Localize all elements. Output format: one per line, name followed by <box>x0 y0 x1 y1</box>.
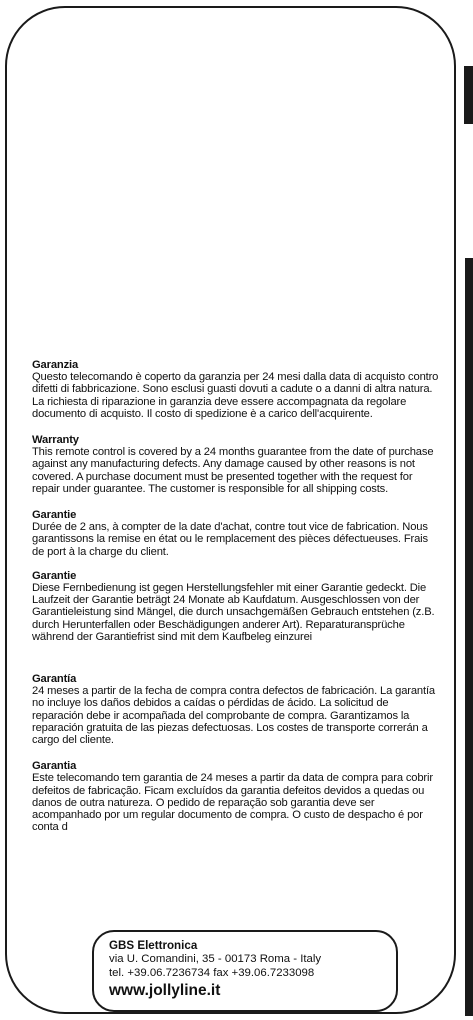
company-address: via U. Comandini, 35 - 00173 Roma - Italy <box>109 953 322 965</box>
section-title: Garantie <box>32 509 77 522</box>
warranty-section-italian <box>32 359 442 420</box>
section-body: This remote control is covered by a 24 months guarantee from the date of purchase against any manufacturing defects. Any damage caused by other reasons is not covered. A purchase document must be presented together with the request for repair under guarantee. The customer is responsible for all shipping costs. <box>32 446 434 495</box>
section-body: Questo telecomando è coperto da garanzia per 24 mesi dalla data di acquisto contro difetti di fabbricazione. Sono esclusi guasti dovuti a cadute o a danni di altra natura. La richiesta di riparazione in garanzia deve essere accompagnata da regolare documento di acquisto. Il costo di spedizione è a carico dell'acquirente. <box>32 371 439 420</box>
warranty-section-german <box>32 570 442 643</box>
company-footer-box <box>92 930 398 1012</box>
section-title: Garanzia <box>32 359 79 371</box>
warranty-section-portuguese <box>32 760 442 833</box>
warranty-section-spanish <box>32 673 442 746</box>
section-body: Diese Fernbedienung ist gegen Herstellungsfehler mit einer Garantie gedeckt. Die Laufzeit der Garantie beträgt 24 Monate ab Kaufdatum. Ausgeschlossen von der Garantieleistung sind Mängel, die durch unsachgemäßen Gebrauch entstehen (z.B. durch Herunterfallen oder Beschädigungen anderer Art). Reparaturansprüche während der Garantiefrist sind mit dem Kaufbeleg einzurei <box>32 582 435 643</box>
warranty-section-english <box>32 434 442 495</box>
section-title: Garantia <box>32 760 77 773</box>
section-title: Garantie <box>32 569 77 582</box>
company-contacts: tel. +39.06.7236734 fax +39.06.7233098 <box>109 966 315 979</box>
warranty-text-block <box>32 359 442 834</box>
section-body: 24 meses a partir de la fecha de compra contra defectos de fabricación. La garantía no incluye los daños debidos a caídas o pérdidas de ácido. La solicitud de reparación debe ir acompañada del comprobante de compra. Garantizamos la reparación gratuita de las piezas defectuosas. Los costes de transporte correrán a cargo del cliente. <box>32 685 435 747</box>
section-body: Este telecomando tem garantia de 24 meses a partir da data de compra para cobrir defeitos de fabricação. Ficam excluídos da garantia defeitos devidos a quedas ou danos de outra natureza. O pedido de reparação sob garantia deve ser acompanhado por um regular documento de compra. O custo de despacho é por conta d <box>32 772 433 834</box>
warranty-section-french <box>32 509 442 558</box>
edge-mark-bottom <box>465 258 473 1016</box>
company-website: www.jollyline.it <box>109 982 221 1000</box>
edge-mark-top <box>464 66 473 124</box>
company-name: GBS Elettronica <box>109 939 198 952</box>
section-title: Garantía <box>32 673 77 686</box>
section-body: Durée de 2 ans, à compter de la date d'achat, contre tout vice de fabrication. Nous garantissons la remise en état ou le remplacement des pièces défectueuses. Frais de port à la charge du client. <box>32 521 428 558</box>
section-title: Warranty <box>32 434 79 447</box>
